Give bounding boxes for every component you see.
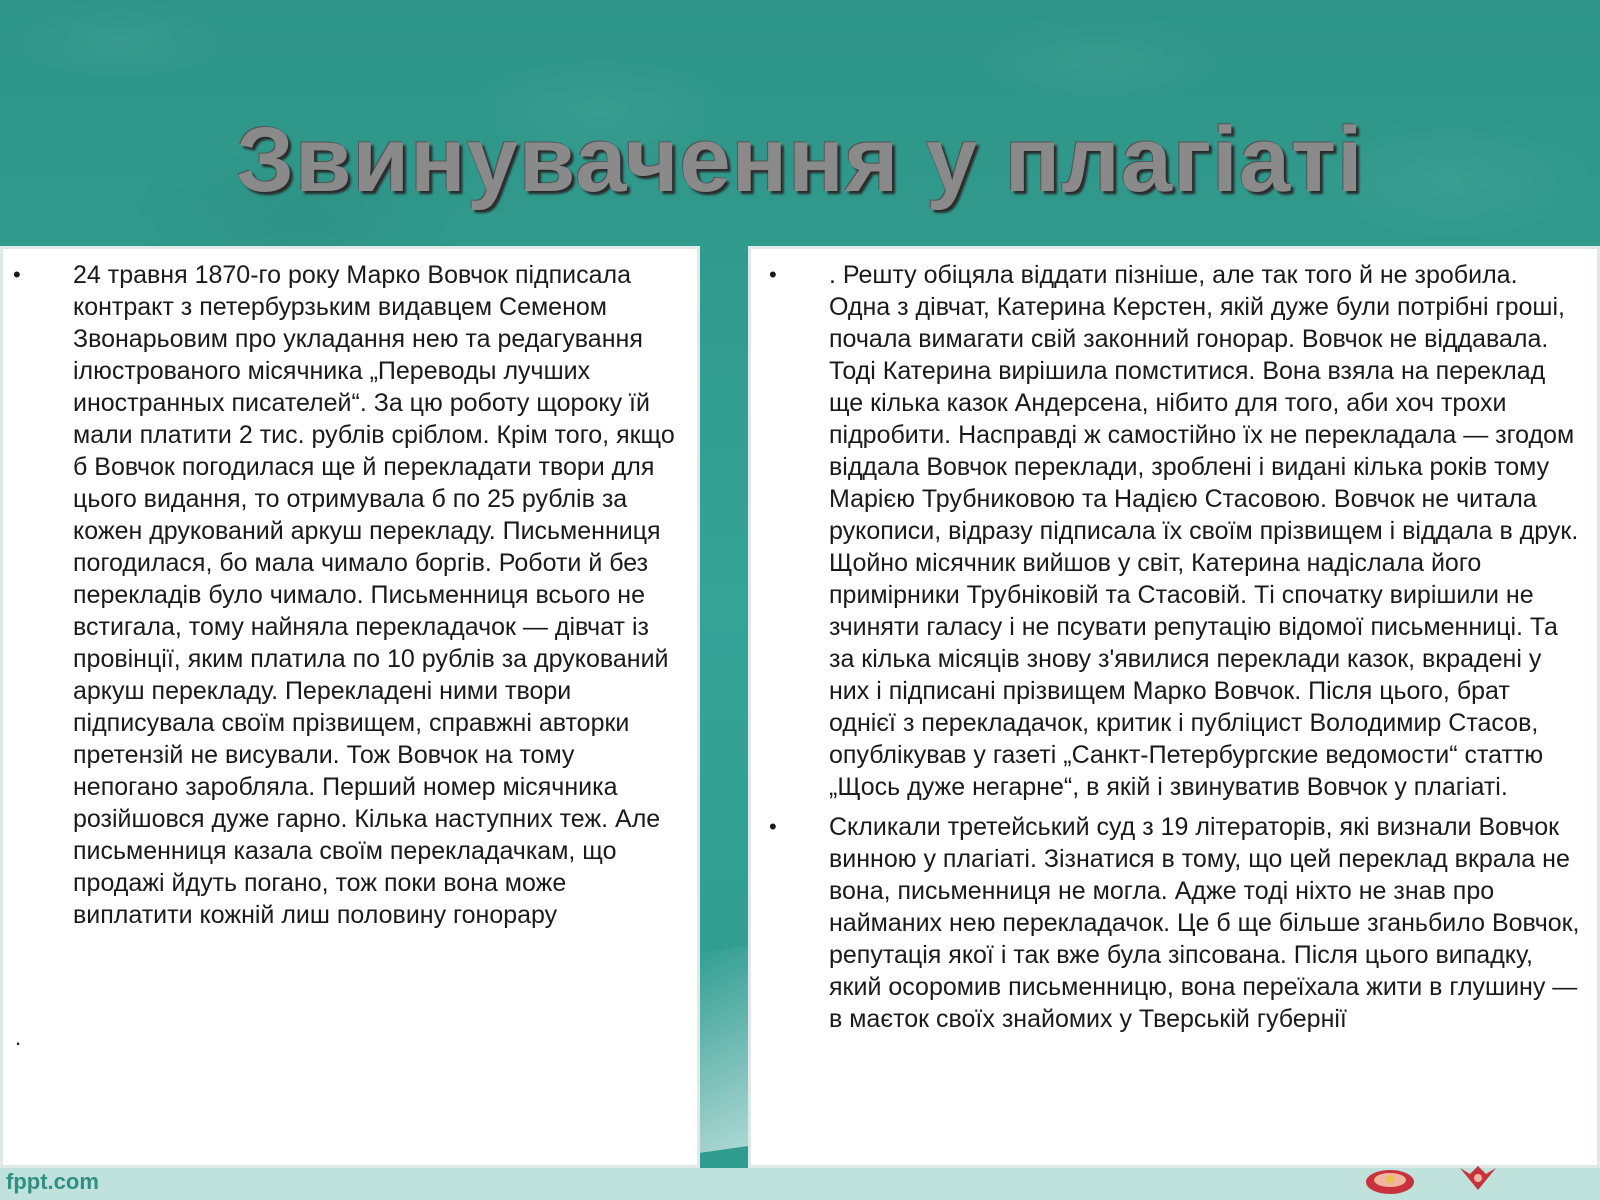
footer-brand-logo: fppt.com: [6, 1169, 99, 1194]
right-text-panel: [748, 246, 1600, 1168]
bullet-item: [751, 803, 1597, 1035]
footer-band: [0, 1168, 1600, 1200]
bullet-icon: •: [769, 814, 777, 839]
right-bullet-list: [751, 249, 1597, 1035]
left-bullet-list: [3, 249, 697, 931]
bullet-item: [3, 249, 697, 931]
bullet-text: . Решту обіцяла віддати пізніше, але так того й не зробила. Одна з дівчат, Катерина Керстен, якій дуже були потрібні гроші, почала вимагати свій законний гонорар. Вовчок не віддавала. Тоді Катерина вирішила помститися. Вона взяла на переклад ще кілька казок Андерсена, нібито для того, аби хоч трохи підробити. Насправді ж самостійно їх не перекладала — згодом віддала Вовчок переклади, зроблені і видані кілька років тому Марією Трубниковою та Надією Стасовою. Вовчок не читала рукописи, відразу підписала їх своїм прізвищем і віддала в друк. Щойно місячник вийшов у світ, Катерина надіслала його примірники Трубніковій та Стасовій. Ті спочатку вирішили не зчиняти галасу і не псувати репутацію відомої письменниці. Та за кілька місяців знову з'явилися переклади казок, вкрадені у них і підписані прізвищем Марко Вовчок. Після цього, брат однієї з перекладачок, критик і публіцист Володимир Стасов, опублікував у газеті „Санкт-Петербургские ведомости“ статтю „Щось дуже негарне“, в якій і звинуватив Вовчок у плагіаті.: [829, 261, 1579, 801]
flower-icon: [1362, 1160, 1418, 1200]
bullet-icon: •: [769, 262, 777, 287]
left-text-panel: [0, 246, 700, 1168]
flower-icon: [1456, 1160, 1500, 1200]
stray-dot: .: [15, 1025, 22, 1050]
slide-title: Звинувачення у плагіаті: [236, 109, 1364, 211]
bullet-text: 24 травня 1870-го року Марко Вовчок підписала контракт з петербурзьким видавцем Семеном Звонарьовим про укладання нею та редагування ілюстрованого місячника „Переводы лучших иностранных писателей“. За цю роботу щороку їй мали платити 2 тис. рублів сріблом. Крім того, якщо б Вовчок погодилася ще й перекладати твори для цього видання, то отримувала б по 25 рублів за кожен друкований аркуш перекладу. Письменниця погодилася, бо мала чимало боргів. Роботи й без перекладів було чимало. Письменниця всього не встигала, тому найняла перекладачок — дівчат із провінції, яким платила по 10 рублів за друкований аркуш перекладу. Перекладені ними твори підписувала своїм прізвищем, справжні авторки претензій не висували. Тож Вовчок на тому непогано заробляла. Перший номер місячника розійшовся дуже гарно. Кілька наступних теж. Але письменниця казала своїм перекладачкам, що продажі йдуть погано, тож поки вона може виплатити кожній лиш половину гонорару: [73, 261, 675, 929]
bullet-text: Скликали третейський суд з 19 літераторів, які визнали Вовчок винною у плагіаті. Зізнатися в тому, що цей переклад вкрала не вона, письменниця не могла. Адже тоді ніхто не знав про найманих нею перекладачок. Це б ще більше зганьбило Вовчок, репутація якої і так вже була зіпсована. Після цього випадку, який осоромив письменницю, вона переїхала жити в глушину — в маєток своїх знайомих у Тверській губернії: [829, 813, 1580, 1033]
bullet-icon: •: [13, 262, 21, 287]
bullet-item: [751, 249, 1597, 803]
